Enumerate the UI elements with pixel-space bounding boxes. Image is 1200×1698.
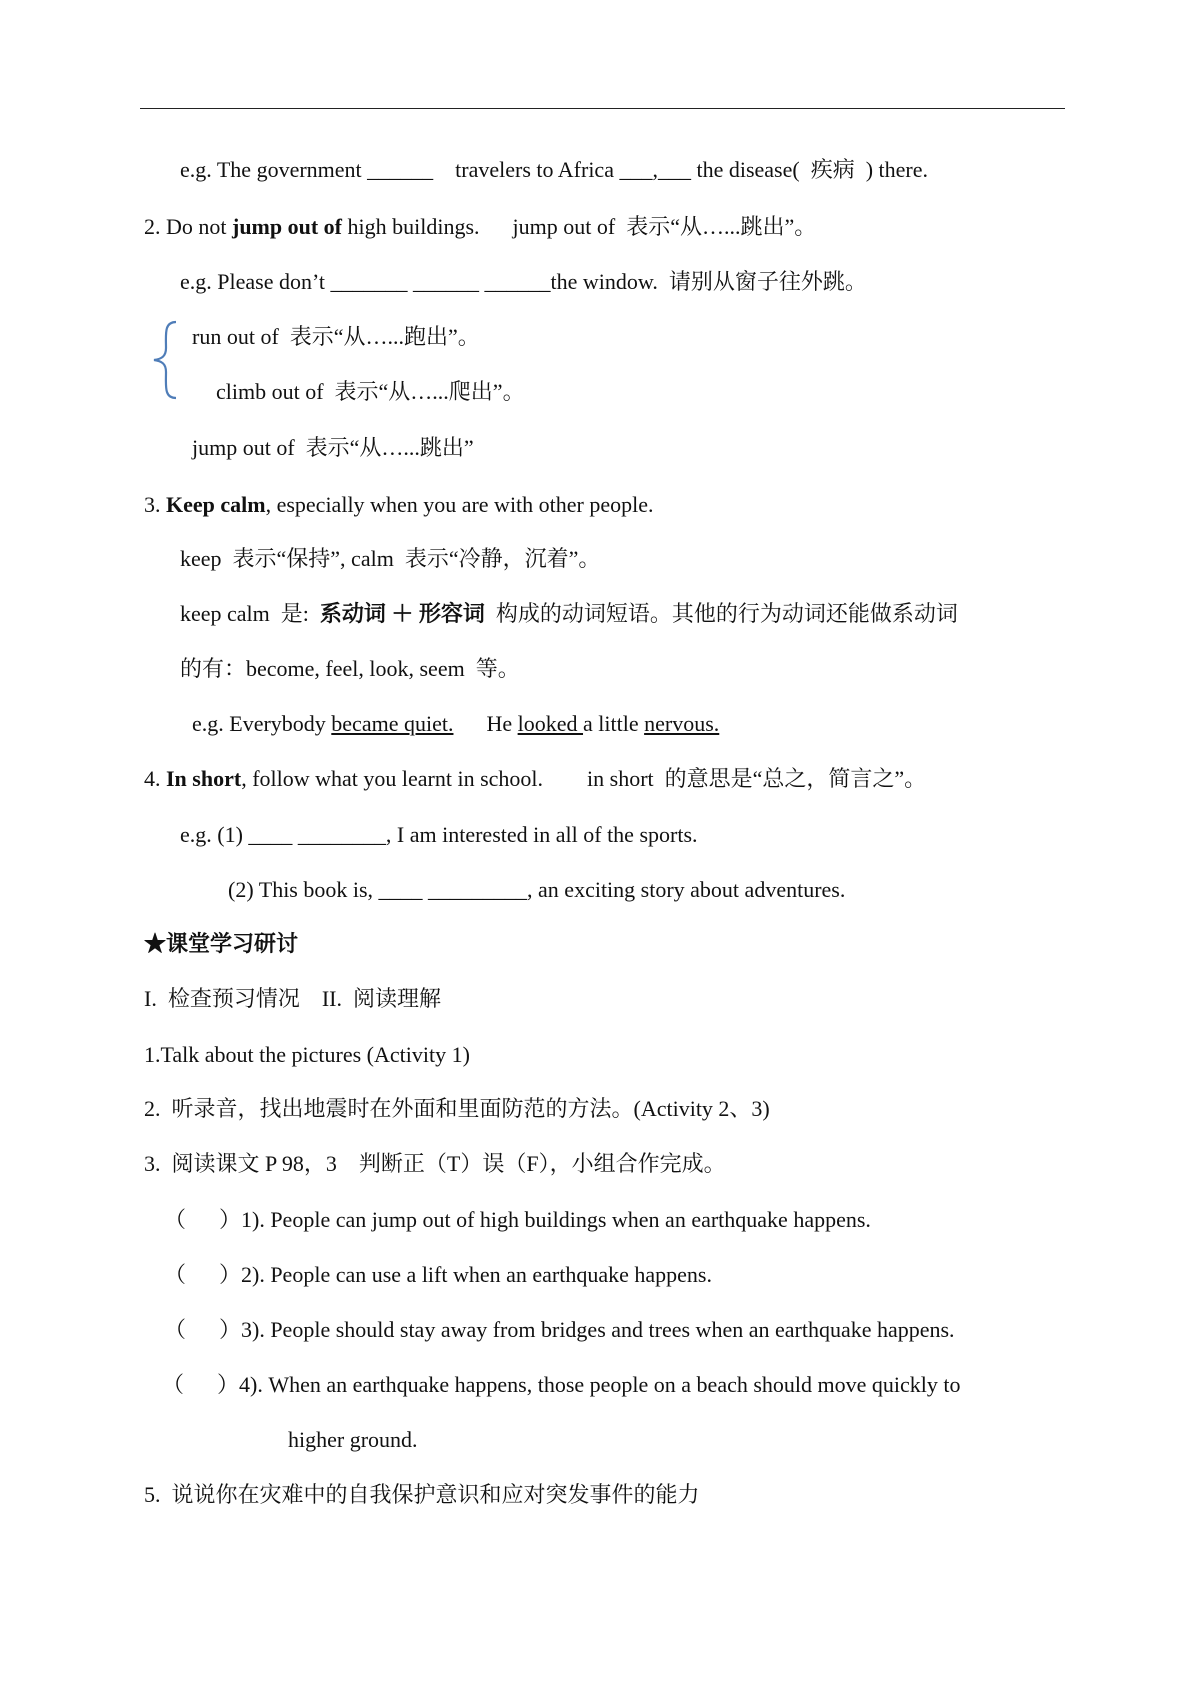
example-everybody bbox=[192, 709, 719, 739]
phrase-run-out-of: run out of 表示“从…...跑出”。 bbox=[192, 324, 480, 349]
true-false-item-1: （ ）1). People can jump out of high buildings when an earthquake happens. bbox=[164, 1207, 871, 1232]
structure-rest: 构成的动词短语。其他的行为动词还能做系动词 bbox=[490, 601, 958, 626]
item-3-number: 3. bbox=[144, 492, 166, 517]
item-2-number: 2. Do not bbox=[144, 214, 232, 239]
true-false-item-2: （ ）2). People can use a lift when an earthquake happens. bbox=[164, 1262, 712, 1287]
item-2-rest: high buildings. jump out of 表示“从…...跳出”。 bbox=[342, 214, 817, 239]
structure-pattern: 系动词 ＋ 形容词 bbox=[319, 601, 491, 626]
keep-calm-meaning: keep 表示“保持”, calm 表示“冷静，沉着”。 bbox=[180, 546, 601, 571]
task-3: 3. 阅读课文 P 98，3 判断正（T）误（F），小组合作完成。 bbox=[144, 1151, 726, 1176]
item-4-rest: , follow what you learnt in school. in short 的意思是“总之，简言之”。 bbox=[241, 766, 927, 791]
true-false-item-4-cont: higher ground. bbox=[288, 1427, 418, 1452]
phrase-climb-out-of: climb out of 表示“从…...爬出”。 bbox=[216, 379, 525, 404]
item-3-phrase: Keep calm bbox=[166, 492, 266, 517]
item-3-rest: , especially when you are with other people. bbox=[265, 492, 654, 517]
item-4-phrase: In short bbox=[166, 766, 242, 791]
task-5: 5. 说说你在灾难中的自我保护意识和应对突发事件的能力 bbox=[144, 1482, 700, 1507]
keep-calm-structure bbox=[180, 599, 958, 629]
header-rule bbox=[140, 108, 1065, 109]
example-in-short-1: e.g. (1) ____ ________, I am interested in all of the sports. bbox=[180, 822, 698, 847]
task-2: 2. 听录音，找出地震时在外面和里面防范的方法。(Activity 2、3) bbox=[144, 1096, 770, 1121]
item-4-in-short bbox=[144, 764, 926, 794]
example-everybody-lead: e.g. Everybody bbox=[192, 711, 332, 736]
item-2-phrase: jump out of bbox=[232, 214, 343, 239]
linking-verbs: 的有：become, feel, look, seem 等。 bbox=[180, 656, 520, 681]
example-a-little: a little bbox=[583, 711, 645, 736]
example-nervous: nervous. bbox=[644, 711, 720, 736]
example-he: He bbox=[453, 711, 518, 736]
phrase-jump-out-of: jump out of 表示“从…...跳出” bbox=[192, 435, 474, 460]
true-false-item-3: （ ）3). People should stay away from bridges and trees when an earthquake happens. bbox=[164, 1317, 955, 1342]
example-became-quiet: became quiet. bbox=[331, 711, 454, 736]
example-looked: looked bbox=[517, 711, 584, 736]
curly-brace-icon bbox=[150, 320, 180, 400]
section-heading: ★课堂学习研讨 bbox=[144, 931, 299, 956]
true-false-item-4: （ ）4). When an earthquake happens, those people on a beach should move quickly to bbox=[162, 1372, 961, 1397]
example-window: e.g. Please don’t _______ ______ ______the window. 请别从窗子往外跳。 bbox=[180, 269, 867, 294]
item-3-keep-calm bbox=[144, 490, 654, 520]
task-1: 1.Talk about the pictures (Activity 1) bbox=[144, 1042, 470, 1067]
example-government: e.g. The government ______ travelers to Africa ___,___ the disease( 疾病 ) there. bbox=[180, 157, 928, 182]
item-4-number: 4. bbox=[144, 766, 166, 791]
item-2-jump-out-of bbox=[144, 212, 816, 242]
example-in-short-2: (2) This book is, ____ _________, an exciting story about adventures. bbox=[228, 877, 846, 902]
section-parts: I. 检查预习情况 II. 阅读理解 bbox=[144, 986, 441, 1011]
structure-intro: keep calm 是: bbox=[180, 601, 320, 626]
